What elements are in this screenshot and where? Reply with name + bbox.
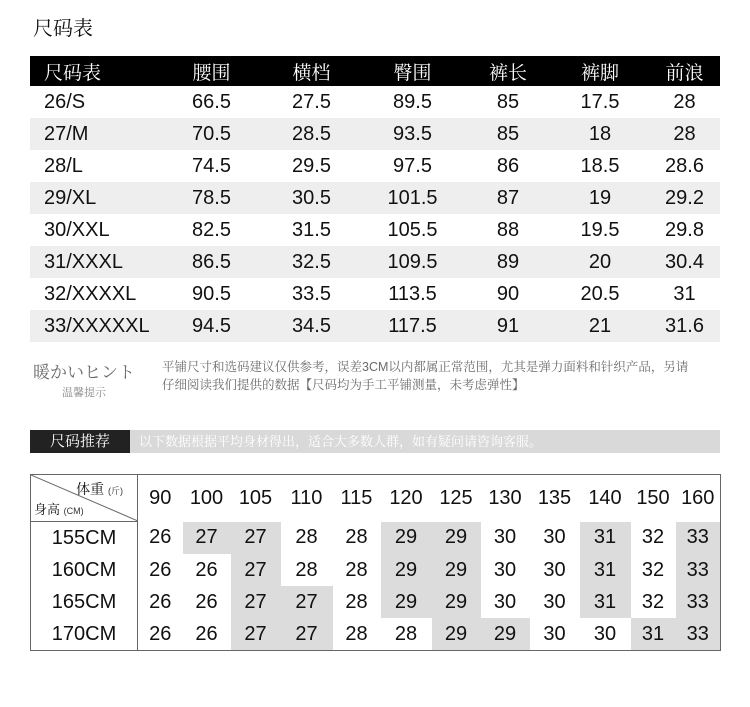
weight-header-cell: 115 xyxy=(340,486,373,509)
size-label-cell: 28/L xyxy=(30,150,160,182)
recommend-size-cell: 27 xyxy=(183,522,231,555)
size-value-cell: 32.5 xyxy=(263,246,360,278)
size-value-cell: 91 xyxy=(465,310,551,342)
weight-header-cell: 105 xyxy=(238,486,273,509)
recommend-size-cell: 33 xyxy=(676,522,721,555)
recommend-bar xyxy=(30,430,720,453)
size-value-cell: 33.5 xyxy=(263,278,360,310)
weight-header-cell: 110 xyxy=(290,486,323,509)
size-label-cell: 31/XXXL xyxy=(30,246,160,278)
size-value-cell: 18.5 xyxy=(551,150,649,182)
size-value-cell: 117.5 xyxy=(360,310,465,342)
size-label-cell: 29/XL xyxy=(30,182,160,214)
size-header-cell: 臀围 xyxy=(360,56,465,86)
size-value-cell: 28 xyxy=(649,86,720,118)
size-value-cell: 29.2 xyxy=(649,182,720,214)
tip-line: 平铺尺寸和选码建议仅供参考，误差3CM以内都属正常范围，尤其是弹力面料和针织产品，另请 xyxy=(162,360,689,374)
height-label-cell: 170CM xyxy=(31,618,138,651)
size-table xyxy=(30,56,720,342)
height-label-cell: 160CM xyxy=(31,554,138,586)
recommend-size-cell: 26 xyxy=(149,622,172,645)
weight-header-cell: 135 xyxy=(537,486,572,509)
recommend-size-cell: 29 xyxy=(432,618,481,651)
recommend-size-cell: 30 xyxy=(493,526,517,549)
recommend-size-cell: 33 xyxy=(676,586,721,618)
size-value-cell: 20 xyxy=(551,246,649,278)
recommend-size-cell: 33 xyxy=(676,554,721,586)
recommend-size-cell: 29 xyxy=(381,554,432,586)
recommend-size-cell: 29 xyxy=(432,586,481,618)
recommend-size-cell: 26 xyxy=(149,590,172,613)
size-row xyxy=(30,182,720,214)
size-value-cell: 28.6 xyxy=(649,150,720,182)
size-value-cell: 90.5 xyxy=(160,278,263,310)
recommend-size-cell: 26 xyxy=(149,526,172,549)
recommend-size-cell: 27 xyxy=(231,618,281,651)
recommend-note: 以下数据根据平均身材得出，适合大多数人群，如有疑问请咨询客服。 xyxy=(139,434,543,449)
size-value-cell: 86.5 xyxy=(160,246,263,278)
size-row xyxy=(30,150,720,182)
size-value-cell: 85 xyxy=(465,118,551,150)
size-header-cell: 裤长 xyxy=(465,56,551,86)
size-label-cell: 26/S xyxy=(30,86,160,118)
size-value-cell: 93.5 xyxy=(360,118,465,150)
recommend-size-cell: 32 xyxy=(641,526,665,549)
recommend-size-cell: 30 xyxy=(543,622,566,645)
weight-header-cell: 90 xyxy=(149,486,172,509)
size-value-cell: 85 xyxy=(465,86,551,118)
recommend-size-cell: 31 xyxy=(580,554,631,586)
recommend-size-cell: 27 xyxy=(281,618,333,651)
size-value-cell: 82.5 xyxy=(160,214,263,246)
size-row xyxy=(30,118,720,150)
recommend-header-row xyxy=(31,475,721,522)
weight-header-cell: 140 xyxy=(588,486,622,509)
corner-height-label: 身高 (CM) xyxy=(34,502,84,517)
tip-line: 仔细阅读我们提供的数据【尺码均为手工平铺测量，未考虑弹性】 xyxy=(162,378,525,392)
tip-logo xyxy=(28,358,140,400)
size-value-cell: 20.5 xyxy=(551,278,649,310)
size-value-cell: 27.5 xyxy=(263,86,360,118)
recommend-size-cell: 28 xyxy=(295,526,318,549)
recommend-row xyxy=(31,554,721,586)
recommend-size-cell: 32 xyxy=(641,590,665,613)
size-value-cell: 87 xyxy=(465,182,551,214)
tip-logo-sub: 温馨提示 xyxy=(62,387,106,399)
weight-header-cell: 125 xyxy=(439,486,473,509)
recommend-size-cell: 29 xyxy=(432,522,481,555)
recommend-size-cell: 26 xyxy=(195,622,218,645)
size-value-cell: 18 xyxy=(551,118,649,150)
size-header-cell: 前浪 xyxy=(649,56,720,86)
recommend-size-cell: 30 xyxy=(493,558,517,581)
page-title: 尺码表 xyxy=(33,18,93,40)
recommend-row xyxy=(31,618,721,651)
recommend-size-cell: 31 xyxy=(631,618,676,651)
recommend-size-cell: 27 xyxy=(231,554,281,586)
size-header-cell: 腰围 xyxy=(160,56,263,86)
size-value-cell: 29.5 xyxy=(263,150,360,182)
size-value-cell: 90 xyxy=(465,278,551,310)
size-value-cell: 21 xyxy=(551,310,649,342)
recommend-size-cell: 29 xyxy=(381,586,432,618)
recommend-table-body xyxy=(31,522,721,651)
weight-header-cell: 150 xyxy=(636,486,670,509)
size-value-cell: 31 xyxy=(649,278,720,310)
size-value-cell: 101.5 xyxy=(360,182,465,214)
recommend-corner-cell xyxy=(31,475,138,522)
size-table-header-row xyxy=(30,56,720,86)
size-label-cell: 27/M xyxy=(30,118,160,150)
recommend-size-cell: 30 xyxy=(543,558,566,581)
size-header-cell: 横档 xyxy=(263,56,360,86)
recommend-size-cell: 33 xyxy=(676,618,721,651)
recommend-size-cell: 28 xyxy=(345,590,368,613)
size-value-cell: 105.5 xyxy=(360,214,465,246)
size-value-cell: 113.5 xyxy=(360,278,465,310)
height-label-cell: 165CM xyxy=(31,586,138,618)
size-value-cell: 30.5 xyxy=(263,182,360,214)
recommend-size-cell: 29 xyxy=(481,618,530,651)
size-label-cell: 32/XXXXL xyxy=(30,278,160,310)
size-value-cell: 17.5 xyxy=(551,86,649,118)
size-label-cell: 30/XXL xyxy=(30,214,160,246)
recommend-size-cell: 30 xyxy=(543,526,566,549)
corner-weight-label: 体重 (斤) xyxy=(76,481,123,497)
size-header-cell: 尺码表 xyxy=(30,56,160,86)
height-label-cell: 155CM xyxy=(31,522,138,555)
tip-logo-main: 暖かいヒント xyxy=(33,363,135,382)
size-label-cell: 33/XXXXXL xyxy=(30,310,160,342)
size-value-cell: 97.5 xyxy=(360,150,465,182)
recommend-size-cell: 31 xyxy=(580,586,631,618)
size-value-cell: 109.5 xyxy=(360,246,465,278)
size-value-cell: 31.5 xyxy=(263,214,360,246)
recommend-size-cell: 27 xyxy=(231,522,281,555)
recommend-label: 尺码推荐 xyxy=(30,430,130,453)
recommend-size-cell: 26 xyxy=(195,558,218,581)
size-value-cell: 30.4 xyxy=(649,246,720,278)
size-row xyxy=(30,278,720,310)
size-value-cell: 78.5 xyxy=(160,182,263,214)
recommend-size-cell: 28 xyxy=(394,622,418,645)
size-value-cell: 28 xyxy=(649,118,720,150)
size-value-cell: 19.5 xyxy=(551,214,649,246)
recommend-size-cell: 26 xyxy=(149,558,172,581)
size-value-cell: 74.5 xyxy=(160,150,263,182)
size-value-cell: 31.6 xyxy=(649,310,720,342)
recommend-size-cell: 28 xyxy=(345,622,368,645)
size-value-cell: 89 xyxy=(465,246,551,278)
recommend-size-cell: 27 xyxy=(281,586,333,618)
recommend-size-cell: 26 xyxy=(195,590,218,613)
recommend-row xyxy=(31,522,721,555)
size-value-cell: 29.8 xyxy=(649,214,720,246)
size-header-cell: 裤脚 xyxy=(551,56,649,86)
recommend-size-cell: 29 xyxy=(432,554,481,586)
recommend-size-cell: 31 xyxy=(580,522,631,555)
recommend-size-cell: 32 xyxy=(641,558,665,581)
size-value-cell: 88 xyxy=(465,214,551,246)
recommend-size-cell: 28 xyxy=(345,558,368,581)
recommend-size-cell: 28 xyxy=(345,526,368,549)
tip-text xyxy=(162,358,724,394)
size-value-cell: 66.5 xyxy=(160,86,263,118)
recommend-size-cell: 28 xyxy=(295,558,318,581)
weight-header-cell: 100 xyxy=(189,486,224,509)
recommend-row xyxy=(31,586,721,618)
recommend-size-cell: 29 xyxy=(381,522,432,555)
weight-header-cell: 120 xyxy=(389,486,423,509)
size-value-cell: 94.5 xyxy=(160,310,263,342)
weight-header-cell: 160 xyxy=(681,486,715,509)
weight-header-cell: 130 xyxy=(488,486,522,509)
recommend-size-cell: 30 xyxy=(543,590,566,613)
size-value-cell: 86 xyxy=(465,150,551,182)
size-value-cell: 19 xyxy=(551,182,649,214)
recommend-size-cell: 27 xyxy=(231,586,281,618)
size-value-cell: 70.5 xyxy=(160,118,263,150)
size-value-cell: 28.5 xyxy=(263,118,360,150)
size-row xyxy=(30,246,720,278)
size-value-cell: 34.5 xyxy=(263,310,360,342)
recommend-table xyxy=(30,474,721,651)
size-row xyxy=(30,214,720,246)
size-value-cell: 89.5 xyxy=(360,86,465,118)
size-row xyxy=(30,86,720,118)
recommend-size-cell: 30 xyxy=(493,590,517,613)
size-row xyxy=(30,310,720,342)
size-table-body xyxy=(30,86,720,342)
recommend-size-cell: 30 xyxy=(593,622,617,645)
